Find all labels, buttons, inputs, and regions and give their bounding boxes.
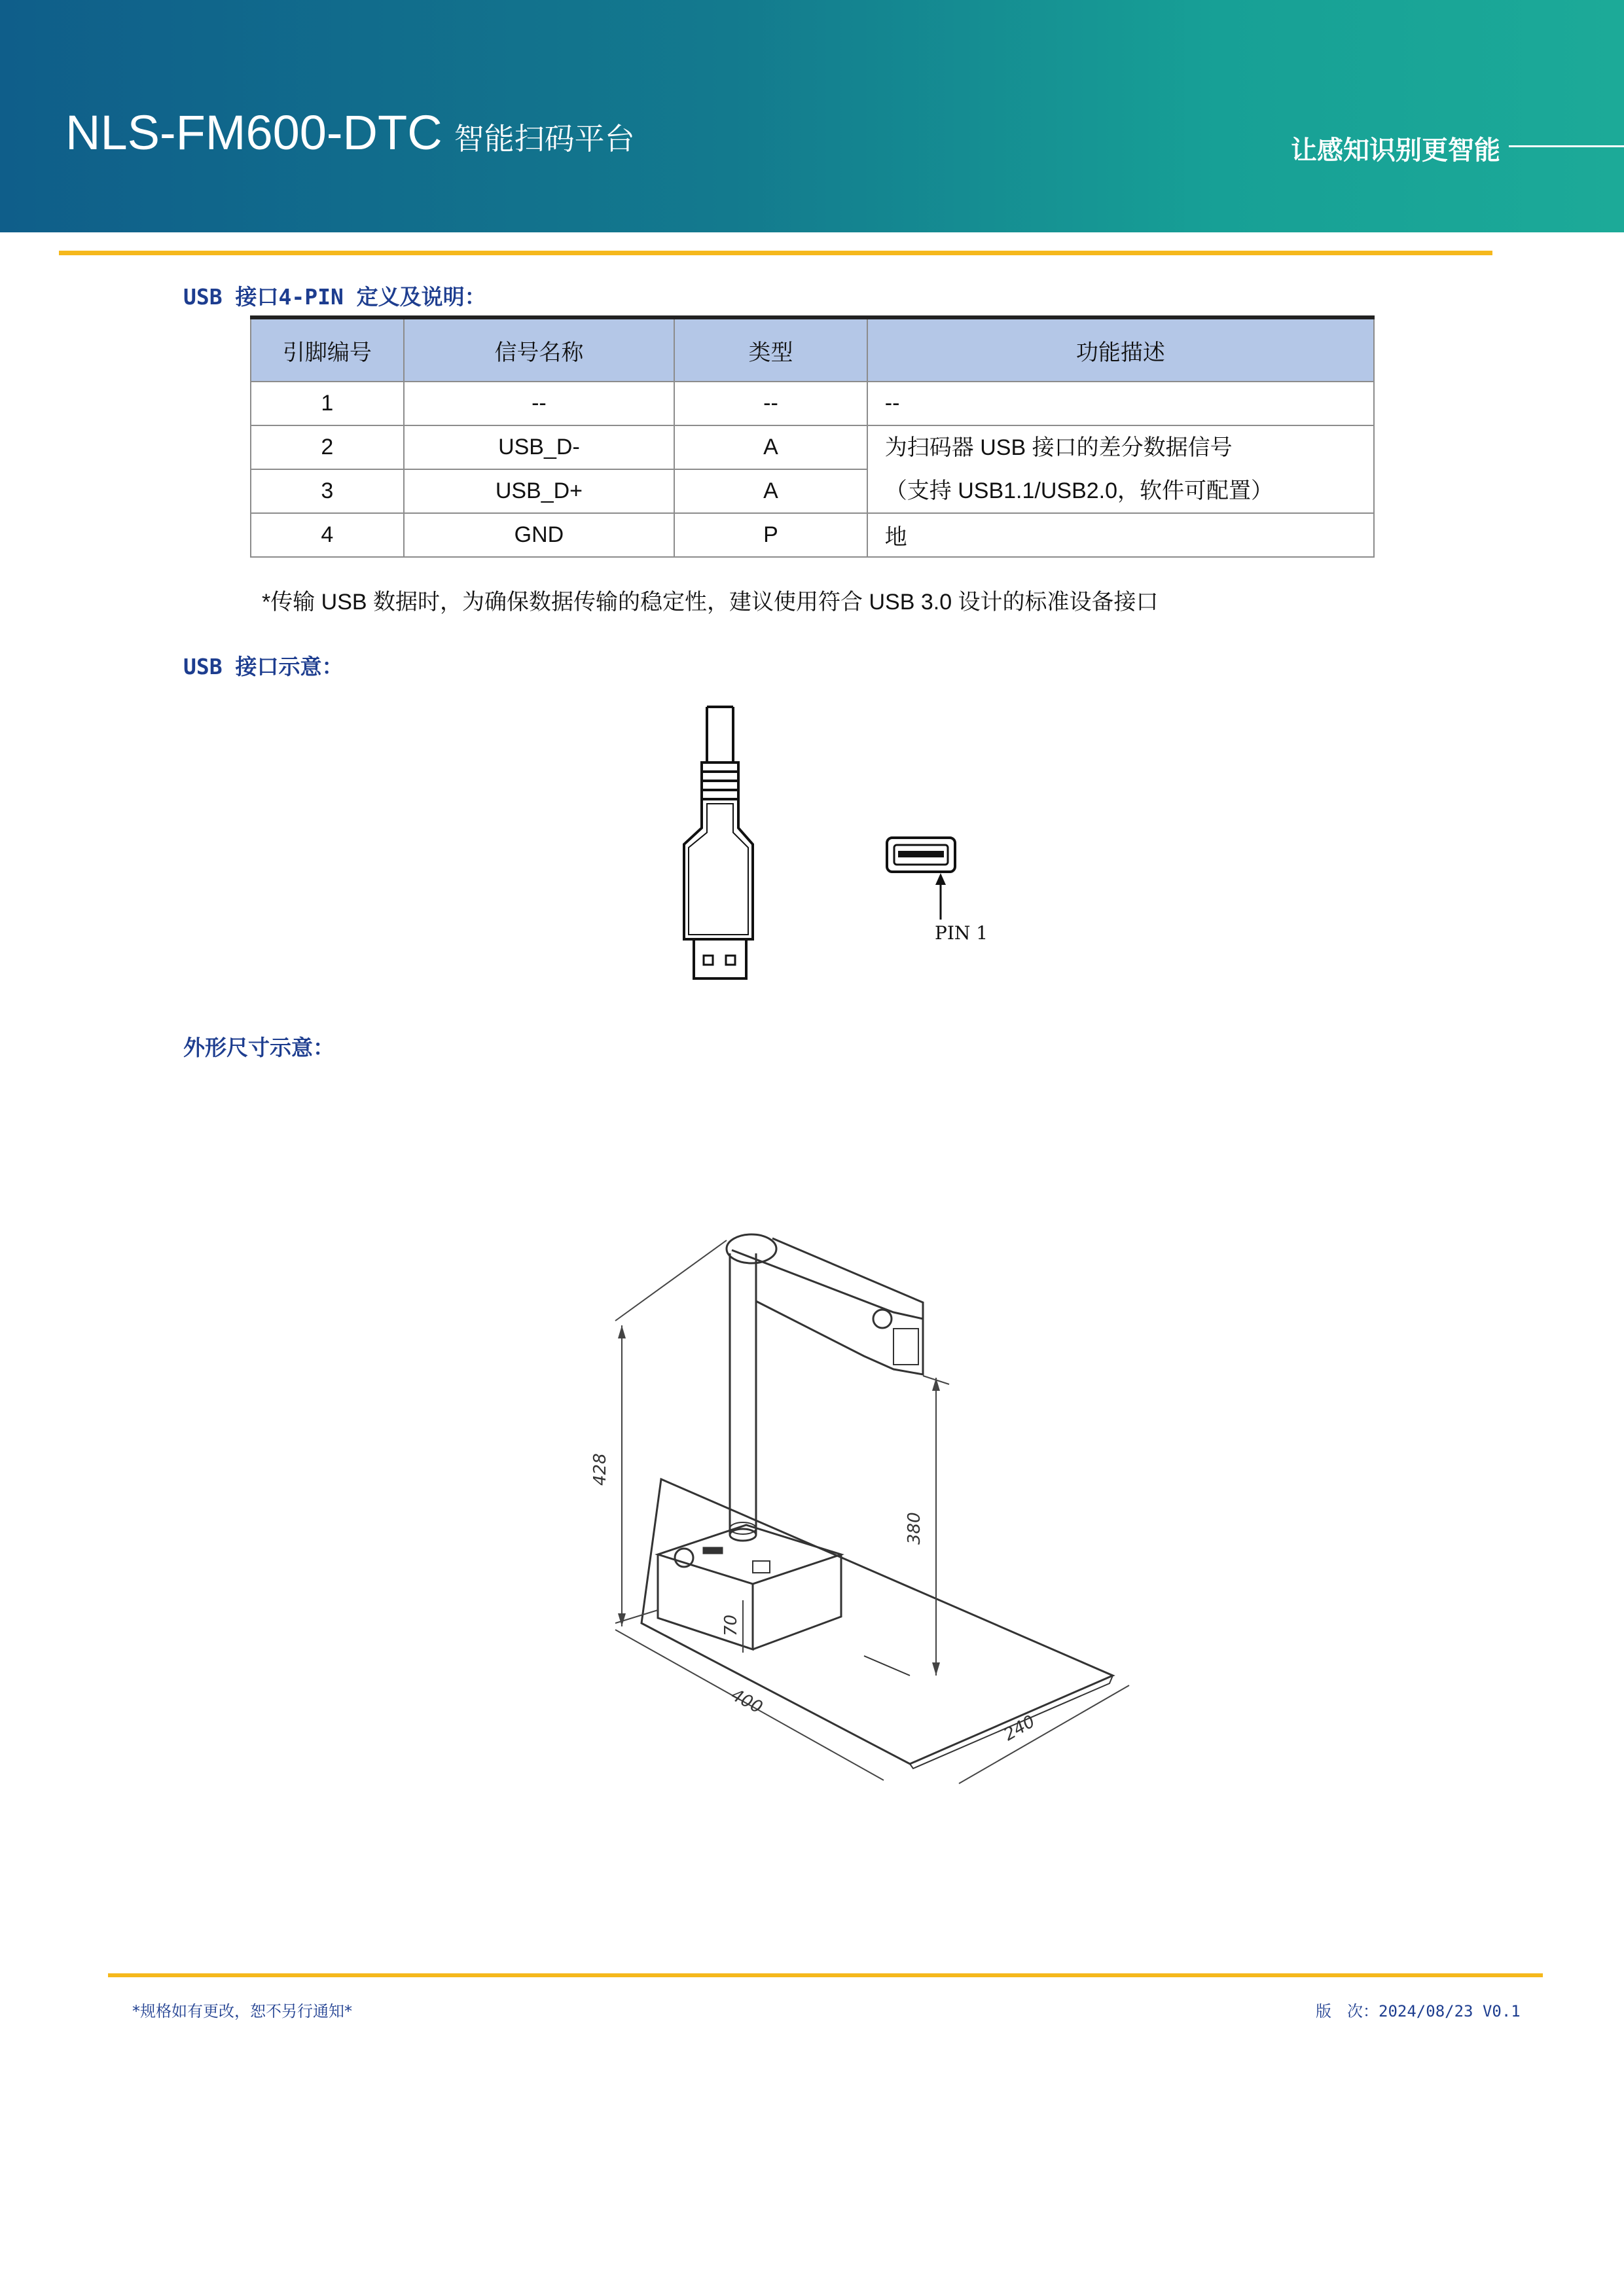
- table-header-cell: 类型: [674, 317, 867, 382]
- dimension-label-240: 240: [1000, 1712, 1039, 1746]
- scanner-arm-icon: [732, 1250, 923, 1374]
- usb-cable-icon: [707, 707, 733, 762]
- description-line: （支持 USB1.1/USB2.0，软件可配置）: [884, 478, 1274, 503]
- signal-type: A: [674, 469, 867, 513]
- usb-connector-diagram: [655, 694, 1047, 1008]
- pin-number: 2: [251, 425, 404, 469]
- base-plate-icon: [641, 1479, 1113, 1764]
- slogan-divider: [1509, 145, 1624, 147]
- table-row: [251, 382, 1374, 425]
- signal-name: USB_D+: [404, 469, 675, 513]
- signal-name: GND: [404, 513, 675, 557]
- product-subtitle: 智能扫码平台: [454, 122, 635, 156]
- pin-definition-table: [250, 315, 1375, 558]
- support-pole-icon: [730, 1253, 756, 1535]
- pin-number: 3: [251, 469, 404, 513]
- signal-type: P: [674, 513, 867, 557]
- description-line: 为扫码器 USB 接口的差分数据信号: [884, 435, 1233, 460]
- signal-name: --: [404, 382, 675, 425]
- footer-notice: *规格如有更改，恕不另行通知*: [132, 2002, 352, 2020]
- usb-note: *传输 USB 数据时，为确保数据传输的稳定性，建议使用符合 USB 3.0 设计的标准设备接口: [262, 590, 1159, 615]
- table-header-cell: 功能描述: [867, 317, 1374, 382]
- top-divider: [59, 251, 1492, 255]
- function-description-merged: [867, 425, 1374, 513]
- dimension-label-428: 428: [590, 1453, 610, 1486]
- section-title-pin-definition: USB 接口4-PIN 定义及说明：: [183, 284, 486, 310]
- page-title: [65, 105, 635, 160]
- section-title-dimensions: 外形尺寸示意：: [183, 1035, 334, 1060]
- dimension-label-70: 70: [721, 1614, 741, 1636]
- function-description: --: [867, 382, 1374, 425]
- bottom-divider: [108, 1973, 1543, 1977]
- pin-number: 1: [251, 382, 404, 425]
- usb-plug-body-icon: [684, 799, 753, 939]
- signal-name: USB_D-: [404, 425, 675, 469]
- header-banner: [0, 0, 1624, 232]
- table-row: [251, 425, 1374, 469]
- dimension-drawing: [556, 1204, 1146, 1820]
- signal-type: --: [674, 382, 867, 425]
- footer-version: 版 次：2024/08/23 V0.1: [1316, 2002, 1521, 2020]
- function-description: 地: [867, 513, 1374, 557]
- table-row: [251, 513, 1374, 557]
- table-header-cell: 引脚编号: [251, 317, 404, 382]
- pin1-label: PIN 1: [935, 922, 988, 944]
- signal-type: A: [674, 425, 867, 469]
- dimension-label-380: 380: [905, 1512, 924, 1545]
- section-title-usb-diagram: USB 接口示意：: [183, 654, 344, 679]
- table-header-row: [251, 317, 1374, 382]
- dimension-label-400: 400: [727, 1685, 766, 1718]
- product-model: NLS-FM600-DTC: [65, 105, 442, 160]
- usb-plug-tip-icon: [694, 939, 746, 978]
- table-header-cell: 信号名称: [404, 317, 675, 382]
- pin-number: 4: [251, 513, 404, 557]
- brand-slogan: 让感知识别更智能: [1291, 135, 1500, 166]
